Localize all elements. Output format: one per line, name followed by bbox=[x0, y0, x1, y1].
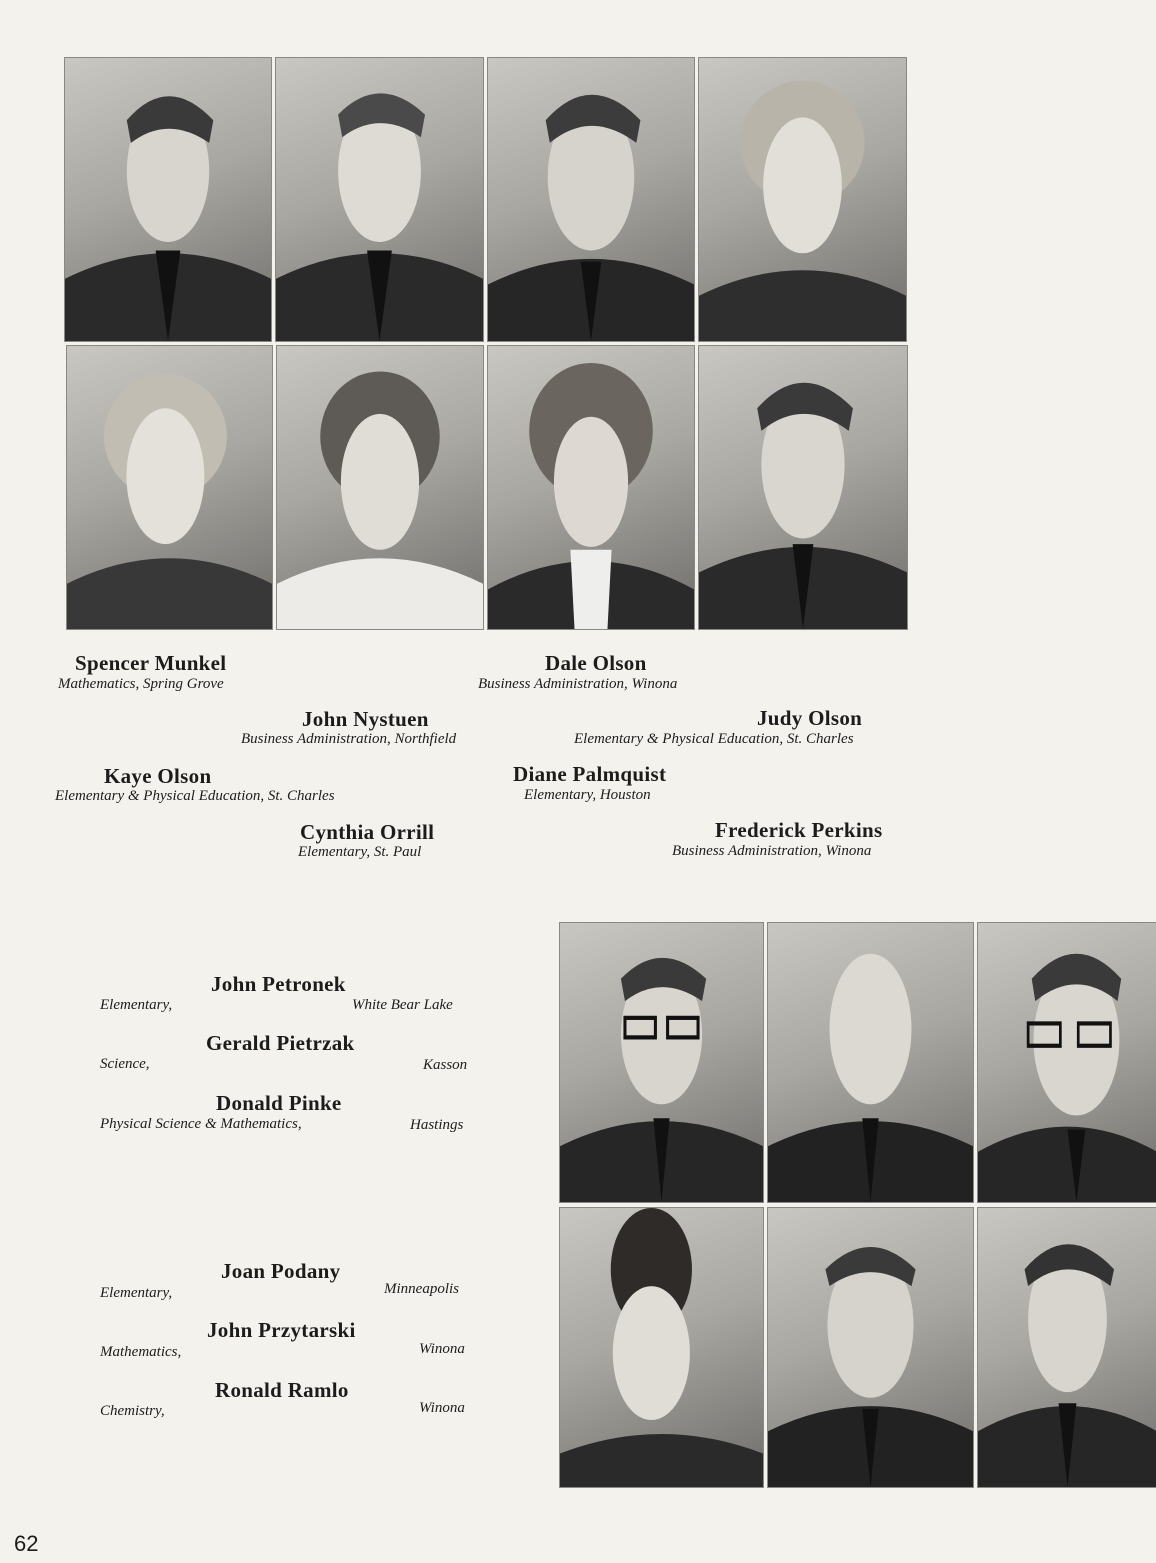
student-info: Business Administration, Northfield bbox=[241, 731, 457, 747]
student-info: Business Administration, Winona bbox=[478, 676, 678, 692]
portrait-photo bbox=[698, 57, 907, 342]
portrait-photo bbox=[767, 1207, 974, 1488]
student-info: Business Administration, Winona bbox=[672, 843, 872, 859]
student-name: Judy Olson bbox=[757, 706, 863, 730]
student-name: Spencer Munkel bbox=[75, 651, 227, 675]
portrait-photo bbox=[698, 345, 908, 630]
portrait-photo bbox=[559, 922, 764, 1203]
student-town: Hastings bbox=[410, 1117, 464, 1133]
student-info: Elementary & Physical Education, St. Charles bbox=[574, 731, 854, 747]
student-major: Science, bbox=[100, 1056, 150, 1072]
portrait-photo bbox=[977, 922, 1156, 1203]
student-name: John Przytarski bbox=[207, 1318, 356, 1342]
student-name: Frederick Perkins bbox=[715, 818, 883, 842]
student-major: Physical Science & Mathematics, bbox=[100, 1116, 302, 1132]
page-number: 62 bbox=[14, 1531, 39, 1556]
student-name: John Petronek bbox=[211, 972, 346, 996]
student-name: Ronald Ramlo bbox=[215, 1378, 349, 1402]
student-info: Elementary, St. Paul bbox=[298, 844, 422, 860]
student-town: White Bear Lake bbox=[352, 997, 453, 1013]
student-name: Diane Palmquist bbox=[513, 762, 667, 786]
student-name: Donald Pinke bbox=[216, 1091, 342, 1115]
student-town: Minneapolis bbox=[384, 1281, 459, 1297]
portrait-photo bbox=[275, 57, 484, 342]
portrait-photo bbox=[276, 345, 484, 630]
student-info: Elementary, Houston bbox=[524, 787, 651, 803]
student-name: Cynthia Orrill bbox=[300, 820, 435, 844]
student-major: Elementary, bbox=[100, 997, 173, 1013]
student-name: Gerald Pietrzak bbox=[206, 1031, 355, 1055]
portrait-photo bbox=[559, 1207, 764, 1488]
portrait-photo bbox=[64, 57, 272, 342]
portrait-photo bbox=[487, 345, 695, 630]
student-name: John Nystuen bbox=[302, 707, 429, 731]
student-info: Mathematics, Spring Grove bbox=[58, 676, 224, 692]
student-name: Kaye Olson bbox=[104, 764, 212, 788]
student-town: Winona bbox=[419, 1341, 465, 1357]
student-major: Chemistry, bbox=[100, 1403, 165, 1419]
student-town: Kasson bbox=[423, 1057, 468, 1073]
portrait-photo bbox=[66, 345, 273, 630]
student-name: Dale Olson bbox=[545, 651, 647, 675]
student-info: Elementary & Physical Education, St. Charles bbox=[55, 788, 335, 804]
student-major: Elementary, bbox=[100, 1285, 173, 1301]
student-town: Winona bbox=[419, 1400, 465, 1416]
portrait-photo bbox=[767, 922, 974, 1203]
student-name: Joan Podany bbox=[221, 1259, 341, 1283]
portrait-photo bbox=[977, 1207, 1156, 1488]
portrait-photo bbox=[487, 57, 695, 342]
student-major: Mathematics, bbox=[100, 1344, 182, 1360]
